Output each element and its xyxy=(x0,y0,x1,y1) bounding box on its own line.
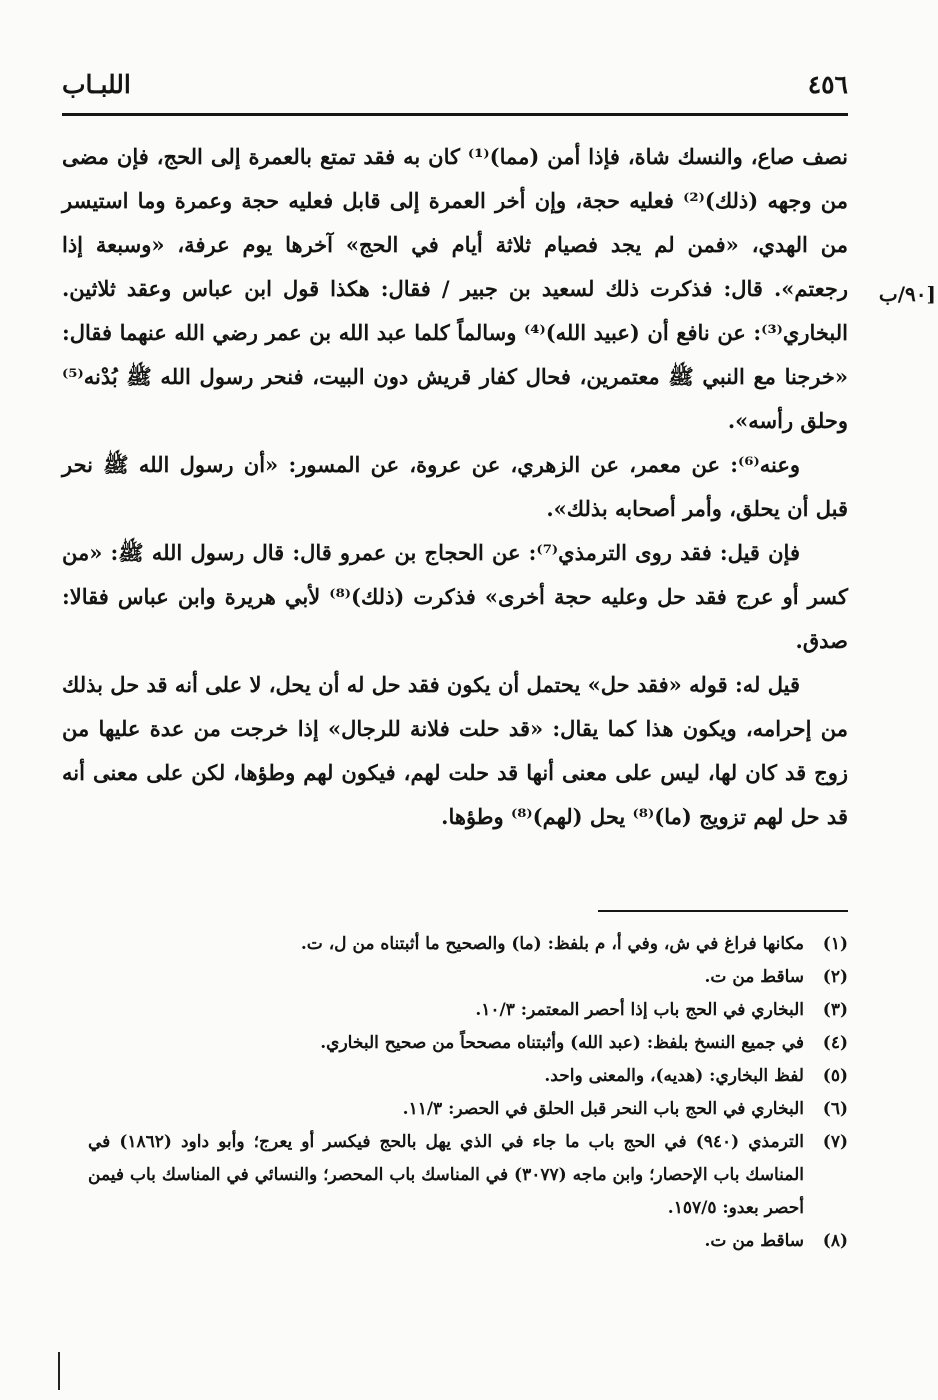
footnote xyxy=(88,1027,848,1060)
footnote-number: (١) xyxy=(822,934,848,954)
paragraph: نصف صاع، والنسك شاة، فإذا أمن (مما)⁽¹⁾ كان به فقد تمتع بالعمرة إلى الحج، فإن مضى من وجهه (ذلك)⁽²⁾ فعليه حجة، وإن أخر العمرة إلى قابل فعليه حجة وعمرة وما استيسر من الهدي، «فمن لم يجد فصيام ثلاثة أيام في الحج» آخرها يوم عرفة، «وسبعة إذا رجعتم». قال: فذكرت ذلك لسعيد بن جبير / فقال: هكذا قول ابن عباس وعقد ثلاثين. البخاري⁽³⁾: عن نافع أن (عبيد الله)⁽⁴⁾ وسالماً كلما عبد الله بن عمر رضي الله عنهما فقال: «خرجنا مع النبي ﷺ معتمرين، فحال كفار قريش دون البيت، فنحر رسول الله ﷺ بُدْنه⁽⁵⁾ وحلق رأسه». xyxy=(62,144,849,433)
footnote xyxy=(88,1093,848,1126)
footnote xyxy=(88,928,848,961)
footnote xyxy=(88,1225,848,1258)
paragraph: فإن قيل: فقد روى الترمذي⁽⁷⁾: عن الحجاج بن عمرو قال: قال رسول الله ﷺ: «من كسر أو عرج فقد حل وعليه حجة أخرى» فذكرت (ذلك)⁽⁸⁾ لأبي هريرة وابن عباس فقالا: صدق. xyxy=(62,540,848,653)
footnote xyxy=(88,1126,848,1225)
footnote-separator xyxy=(598,910,848,912)
footnote-number: (٤) xyxy=(822,1033,848,1053)
scan-margin-line xyxy=(58,1352,60,1390)
footnote-number: (٧) xyxy=(822,1132,848,1152)
footnote xyxy=(88,961,848,994)
header-rule xyxy=(62,113,848,116)
page-number: ٤٥٦ xyxy=(807,70,848,99)
paragraph: وعنه⁽⁶⁾: عن معمر، عن الزهري، عن عروة، عن المسور: «أن رسول الله ﷺ نحر قبل أن يحلق، وأمر أصحابه بذلك». xyxy=(62,452,848,521)
footnotes xyxy=(88,928,848,1258)
footnote-text: لفظ البخاري: (هديه)، والمعنى واحد. xyxy=(544,1066,804,1086)
paragraph: قيل له: قوله «فقد حل» يحتمل أن يكون فقد حل له أن يحل، لا على أنه قد حل بذلك من إحرامه، ويكون هذا كما يقال: «قد حلت فلانة للرجال» إذا خرجت من عدة عليها من زوج قد كان لها، ليس على معنى أنها قد حلت لهم، فيكون لهم وطؤها، لكن على معنى أنه قد حل لهم تزويج (ما)⁽⁸⁾ يحل (لهم)⁽⁸⁾ وطؤها. xyxy=(62,672,848,829)
running-header xyxy=(62,70,848,110)
footnote-number: (٥) xyxy=(822,1066,848,1086)
footnote-number: (٨) xyxy=(822,1231,848,1251)
footnote-text: البخاري في الحج باب إذا أحصر المعتمر: ١٠/٣. xyxy=(475,1000,804,1020)
main-text xyxy=(62,135,848,839)
footnote-text: الترمذي (٩٤٠) في الحج باب ما جاء في الذي يهل بالحج فيكسر أو يعرج؛ وأبو داود (١٨٦٢) في المناسك باب الإحصار؛ وابن ماجه (٣٠٧٧) في المناسك باب المحصر؛ والنسائي في المناسك باب فيمن أحصر بعدو: ١٥٧/٥. xyxy=(88,1132,805,1218)
footnote-text: ساقط من ت. xyxy=(704,967,804,987)
footnote-text: البخاري في الحج باب النحر قبل الحلق في الحصر: ١١/٣. xyxy=(402,1099,804,1119)
footnote-text: في جميع النسخ بلفظ: (عبد الله) وأثبتناه مصححاً من صحيح البخاري. xyxy=(320,1033,804,1053)
footnote xyxy=(88,1060,848,1093)
footnote-number: (٢) xyxy=(822,967,848,987)
book-title: اللبـاب xyxy=(62,70,131,99)
footnote-number: (٦) xyxy=(822,1099,848,1119)
footnote xyxy=(88,994,848,1027)
manuscript-folio-marker: ٩٠/ب] xyxy=(878,282,936,306)
footnote-number: (٣) xyxy=(822,1000,848,1020)
footnote-text: مكانها فراغ في ش، وفي أ، م بلفظ: (ما) والصحيح ما أثبتناه من ل، ت. xyxy=(300,934,804,954)
footnote-text: ساقط من ت. xyxy=(704,1231,804,1251)
